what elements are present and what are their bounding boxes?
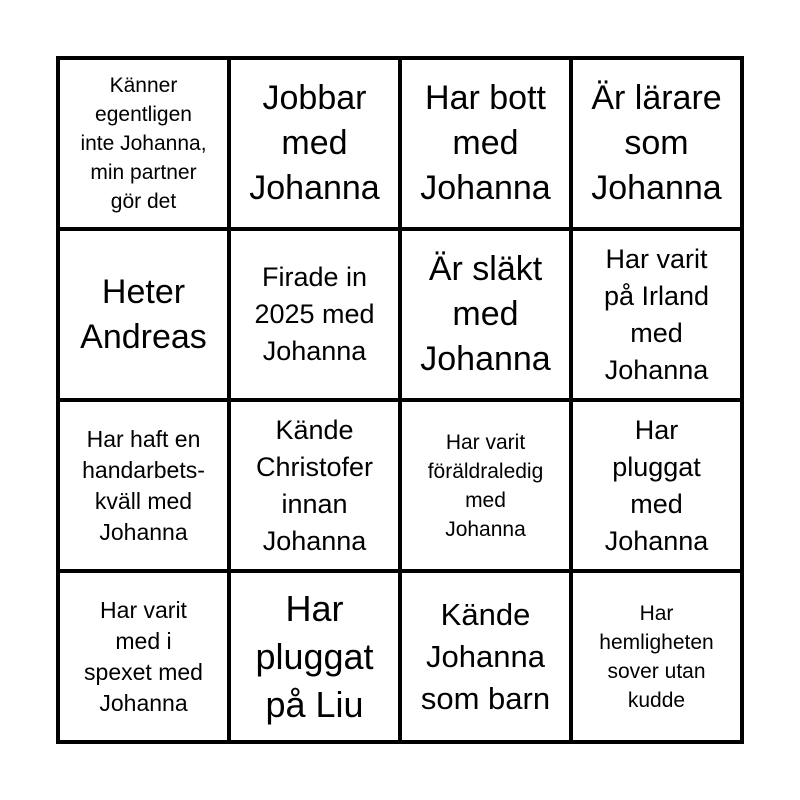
bingo-cell-10[interactable] — [229, 400, 400, 571]
bingo-cell-text: Har hemligheten sover utan kudde — [599, 601, 714, 712]
bingo-cell-text: Har varit med i spexet med Johanna — [84, 596, 203, 716]
bingo-cell-text: Jobbar med Johanna — [249, 79, 380, 207]
bingo-cell-text: Har pluggat på Liu — [255, 587, 374, 725]
bingo-cell-text: Är släkt med Johanna — [420, 250, 551, 378]
bingo-cell-text: Heter Andreas — [80, 272, 207, 356]
bingo-cell-5[interactable] — [58, 229, 229, 400]
bingo-cell-text: Har pluggat med Johanna — [604, 414, 709, 556]
bingo-cell-text: Har varit på Irland med Johanna — [603, 243, 710, 385]
bingo-cell-4[interactable] — [571, 58, 742, 229]
bingo-cell-2[interactable] — [229, 58, 400, 229]
bingo-cell-15[interactable] — [400, 571, 571, 742]
bingo-cell-text: Har bott med Johanna — [420, 79, 551, 207]
bingo-cell-6[interactable] — [229, 229, 400, 400]
bingo-cell-text: Kände Johanna som barn — [420, 596, 551, 716]
bingo-cell-8[interactable] — [571, 229, 742, 400]
bingo-cell-3[interactable] — [400, 58, 571, 229]
bingo-cell-text: Är lärare som Johanna — [591, 79, 722, 207]
bingo-cell-text: Känner egentligen inte Johanna, min partner gör det — [80, 74, 207, 213]
bingo-cell-12[interactable] — [571, 400, 742, 571]
bingo-cell-text: Kände Christofer innan Johanna — [255, 414, 374, 556]
bingo-cell-7[interactable] — [400, 229, 571, 400]
bingo-cell-text: Har haft en handarbets- kväll med Johanna — [82, 425, 205, 545]
bingo-cell-1[interactable] — [58, 58, 229, 229]
bingo-cell-14[interactable] — [229, 571, 400, 742]
bingo-cell-text: Firade in 2025 med Johanna — [254, 262, 375, 366]
bingo-cell-13[interactable] — [58, 571, 229, 742]
bingo-cell-text: Har varit föräldraledig med Johanna — [427, 430, 544, 541]
bingo-cell-16[interactable] — [571, 571, 742, 742]
bingo-cell-11[interactable] — [400, 400, 571, 571]
bingo-cell-9[interactable] — [58, 400, 229, 571]
bingo-board — [56, 56, 744, 744]
